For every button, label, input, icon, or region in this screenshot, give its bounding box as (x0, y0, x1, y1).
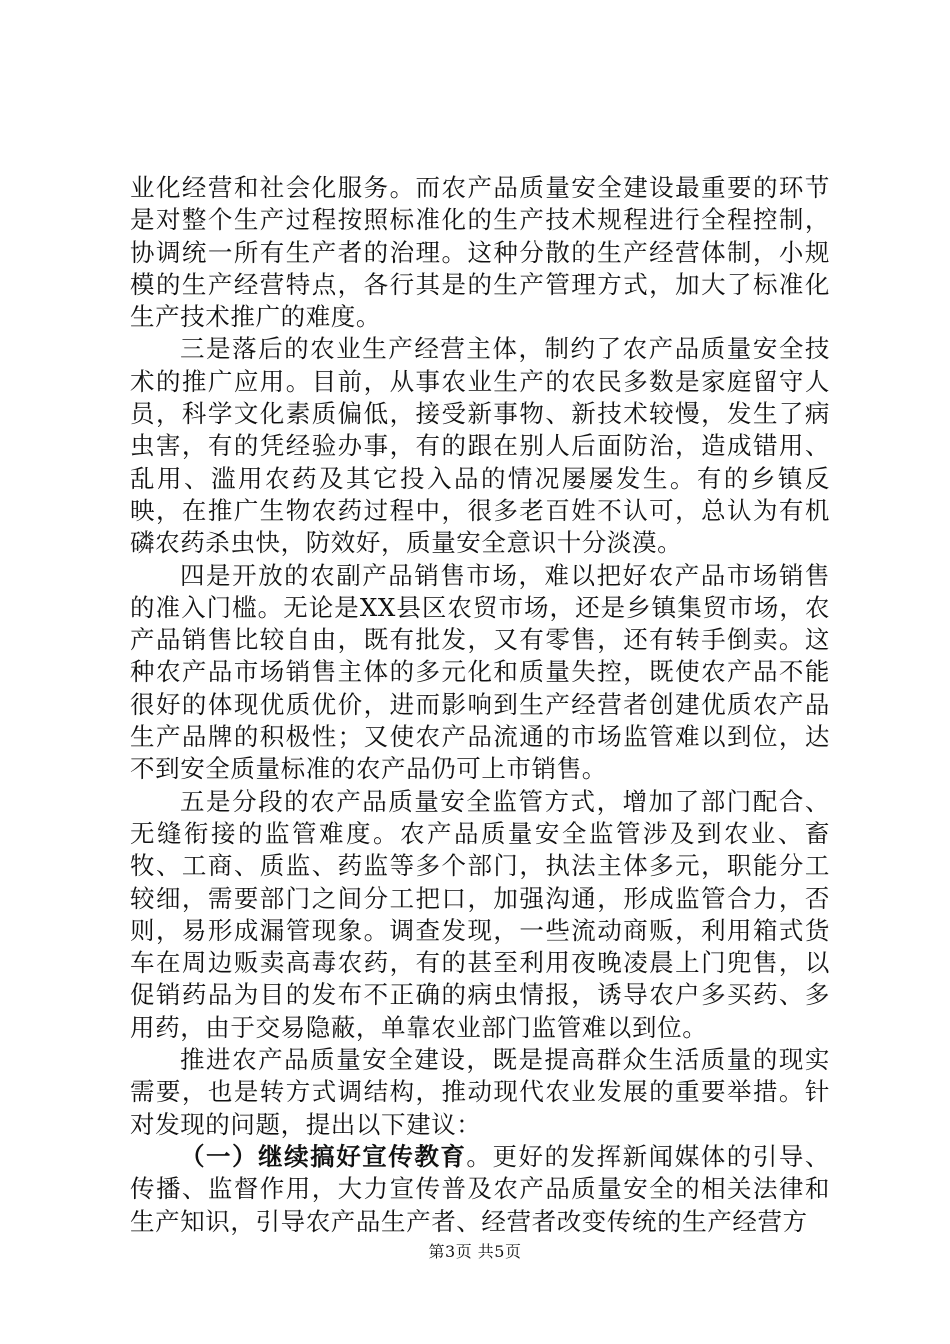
page-footer: 第3页 共5页 (428, 1242, 522, 1261)
paragraph-4: 五是分段的农产品质量安全监管方式，增加了部门配合、无缝衔接的监管难度。农产品质量安全监管涉及到农业、畜牧、工商、质监、药监等多个部门，执法主体多元，职能分工较细，需要部门之间分工把口，加强沟通，形成监管合力，否则，易形成漏管现象。调查发现，一些流动商贩，利用箱式货车在周边贩卖高毒农药，有的甚至利用夜晚凌晨上门兜售，以促销药品为目的发布不正确的病虫情报，诱导农户多买药、多用药，由于交易隐蔽，单靠农业部门监管难以到位。 (130, 786, 830, 1042)
document-body (130, 172, 830, 1238)
paragraph-2: 三是落后的农业生产经营主体，制约了农产品质量安全技术的推广应用。目前，从事农业生产的农民多数是家庭留守人员，科学文化素质偏低，接受新事物、新技术较慢，发生了病虫害，有的凭经验办事，有的跟在别人后面防治，造成错用、乱用、滥用农药及其它投入品的情况屡屡发生。有的乡镇反映，在推广生物农药过程中，很多老百姓不认可，总认为有机磷农药杀虫快，防效好，质量安全意识十分淡漠。 (130, 334, 830, 558)
paragraph-6-text: 。更好的发挥新闻媒体的引导、传播、监督作用，大力宣传普及农产品质量安全的相关法律和生产知识，引导农产品生产者、经营者改变传统的生产经营方 (130, 1141, 830, 1236)
paragraph-1: 业化经营和社会化服务。而农产品质量安全建设最重要的环节是对整个生产过程按照标准化的生产技术规程进行全程控制，协调统一所有生产者的治理。这种分散的生产经营体制，小规模的生产经营特点，各行其是的生产管理方式，加大了标准化生产技术推广的难度。 (130, 173, 830, 332)
paragraph-3: 四是开放的农副产品销售市场，难以把好农产品市场销售的准入门槛。无论是XX县区农贸市场，还是乡镇集贸市场，农产品销售比较自由，既有批发，又有零售，还有转手倒卖。这种农产品市场销售主体的多元化和质量失控，既使农产品不能很好的体现优质优价，进而影响到生产经营者创建优质农产品生产品牌的积极性；又使农产品流通的市场监管难以到位，达不到安全质量标准的农产品仍可上市销售。 (130, 560, 830, 784)
paragraph-5: 推进农产品质量安全建设，既是提高群众生活质量的现实需要，也是转方式调结构，推动现代农业发展的重要举措。针对发现的问题，提出以下建议： (130, 1045, 830, 1139)
section-heading: （一）继续搞好宣传教育 (180, 1141, 467, 1171)
paragraph-6 (130, 1141, 830, 1238)
